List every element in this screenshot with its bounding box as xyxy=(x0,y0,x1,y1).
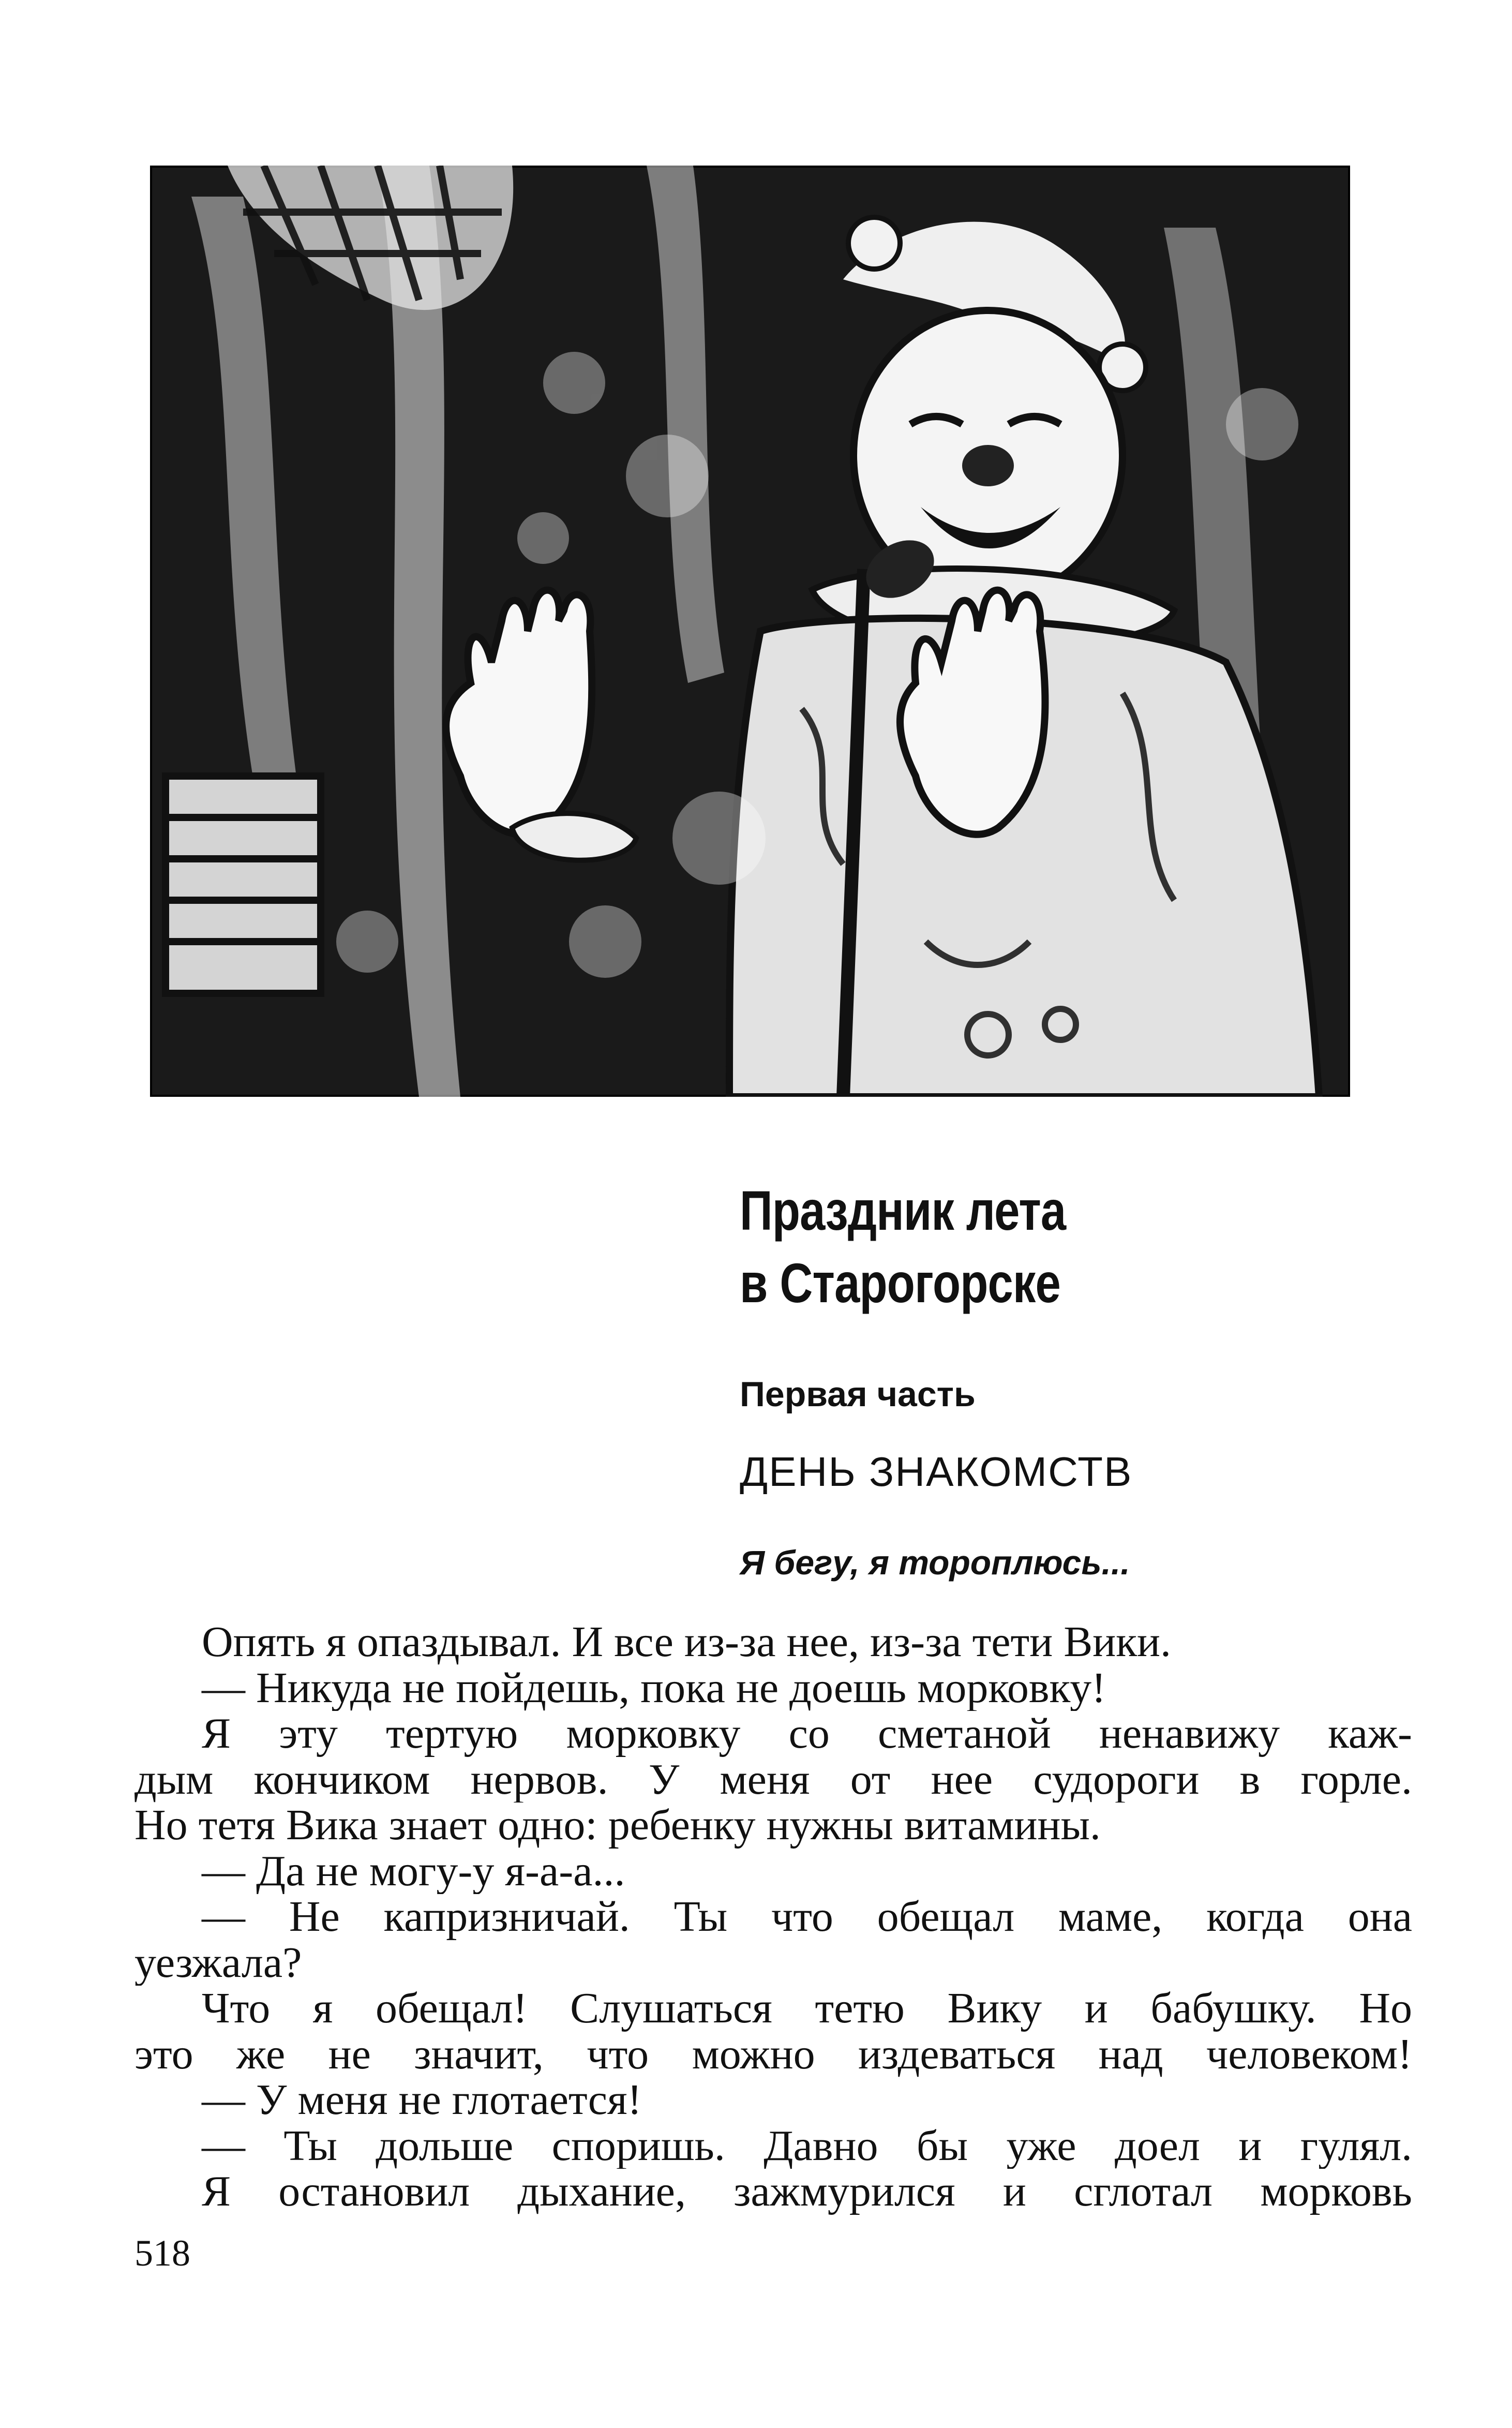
page-number: 518 xyxy=(134,2232,190,2274)
text-line: это же не значит, что можно издеваться над человеком! xyxy=(134,2031,1412,2077)
text-line: Я остановил дыхание, зажмурился и сглотал морковь xyxy=(202,2169,1412,2215)
text-line: дым кончиком нервов. У меня от нее судороги в горле. xyxy=(134,1756,1412,1803)
text-line: — Никуда не пойдешь, пока не доешь морковку! xyxy=(202,1665,1106,1711)
text-line: Но тетя Вика знает одно: ребенку нужны витамины. xyxy=(134,1803,1101,1849)
jester-illustration xyxy=(150,166,1350,1097)
text-line: Опять я опаздывал. И все из-за нее, из-за тети Вики. xyxy=(202,1619,1171,1665)
text-line: Я эту тертую морковку со сметаной ненавижу каж- xyxy=(202,1711,1412,1757)
body-text xyxy=(134,1619,1412,2215)
text-line: — У меня не глотается! xyxy=(202,2077,642,2123)
chapter-title: Я бегу, я тороплюсь... xyxy=(740,1543,1130,1582)
text-line: Что я обещал! Слушаться тетю Вику и бабушку. Но xyxy=(202,1986,1412,2032)
part-label: Первая часть xyxy=(740,1375,976,1414)
title-line-1: Праздник лета xyxy=(740,1179,1066,1242)
text-line: уезжала? xyxy=(134,1940,302,1986)
title-line-2: в Старогорске xyxy=(740,1252,1060,1314)
text-line: — Да не могу-у я-а-а... xyxy=(202,1848,625,1894)
book-title xyxy=(740,1174,1412,1319)
part-name: ДЕНЬ ЗНАКОМСТВ xyxy=(740,1449,1133,1495)
text-line: — Ты дольше споришь. Давно бы уже доел и гулял. xyxy=(202,2123,1412,2169)
jester-at-microphone-illustration-icon xyxy=(150,166,1350,1097)
text-line: — Не капризничай. Ты что обещал маме, когда она xyxy=(202,1894,1412,1940)
